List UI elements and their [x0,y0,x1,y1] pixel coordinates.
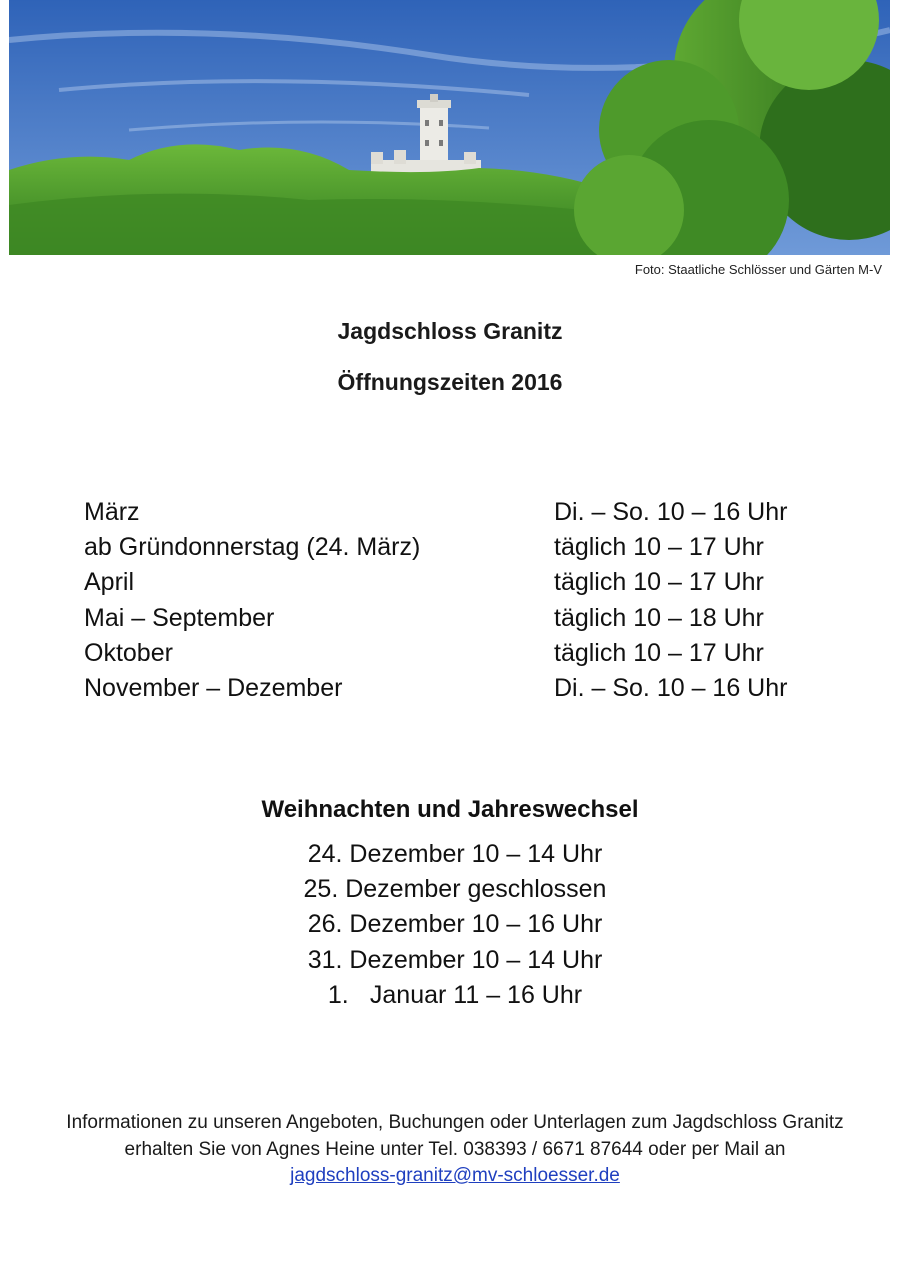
opening-hours-table [84,495,844,706]
january-item [0,978,900,1013]
footer-info [0,1110,900,1190]
hours-time: täglich 10 – 18 Uhr [554,603,764,632]
hours-row [84,495,844,530]
page-title: Jagdschloss Granitz [337,318,563,344]
christmas-list [0,837,900,1013]
footer-email-line [0,1163,900,1190]
hours-period: Oktober [84,638,173,667]
email-link[interactable]: jagdschloss-granitz@mv-schloesser.de [290,1165,620,1186]
christmas-item: 24. Dezember 10 – 14 Uhr [307,840,603,868]
january-text: Januar 11 – 16 Uhr [369,980,583,1009]
footer-line-1: Informationen zu unseren Angeboten, Buchungen oder Unterlagen zum Jagdschloss Granitz [66,1112,844,1133]
hours-period: März [84,498,140,526]
footer-line-2: erhalten Sie von Agnes Heine unter Tel. 038393 / 6671 87644 oder per Mail an [124,1138,786,1160]
hours-row [84,671,844,706]
christmas-heading: Weihnachten und Jahreswechsel [261,796,639,823]
header-photo [9,0,890,255]
january-number: 1. [327,980,349,1009]
castle-landscape-image [9,0,890,255]
hours-row [84,565,844,600]
hours-time: täglich 10 – 17 Uhr [554,638,764,667]
hours-time: täglich 10 – 17 Uhr [554,568,764,597]
hours-period: Mai – September [84,603,275,632]
hours-time: Di. – So. 10 – 16 Uhr [554,498,788,526]
christmas-item: 26. Dezember 10 – 16 Uhr [307,910,603,939]
hours-period: ab Gründonnerstag (24. März) [84,533,421,562]
page-subtitle: Öffnungszeiten 2016 [337,369,563,395]
hours-time: täglich 10 – 17 Uhr [554,533,764,562]
christmas-item: 25. Dezember geschlossen [303,875,607,904]
hours-row [84,636,844,671]
hours-row [84,530,844,565]
hours-time: Di. – So. 10 – 16 Uhr [554,674,788,703]
photo-caption: Foto: Staatliche Schlösser und Gärten M-V [634,262,882,277]
christmas-item: 31. Dezember 10 – 14 Uhr [307,945,603,974]
hours-row [84,601,844,636]
hours-period: April [84,568,135,597]
hours-period: November – Dezember [84,674,343,703]
